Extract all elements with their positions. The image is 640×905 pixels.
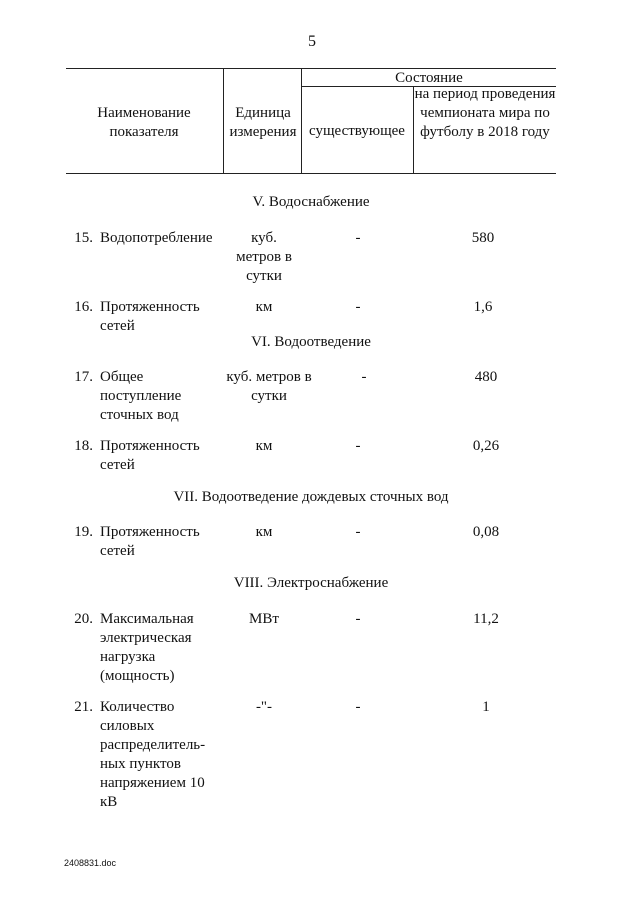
row-existing-value: -: [355, 230, 361, 246]
row-unit: куб. метров в сутки: [236, 230, 292, 284]
section-title: V. Водоснабжение: [252, 194, 370, 210]
row-period-value: 1: [482, 699, 490, 715]
footer-file-name: 2408831.doc: [64, 858, 117, 868]
row-existing-value: -: [355, 524, 361, 540]
row-number: 17.: [74, 369, 93, 385]
page-number: 5: [308, 33, 316, 50]
row-period-value: 0,08: [472, 524, 500, 540]
row-period-value: 11,2: [473, 611, 499, 627]
section-title: VI. Водоотведение: [251, 334, 371, 350]
row-existing-value: -: [355, 299, 361, 315]
row-number: 15.: [74, 230, 93, 246]
header-name-column: Наименование показателя: [97, 105, 191, 140]
row-unit: куб. метров в сутки: [226, 369, 312, 404]
row-period-value: 0,26: [472, 438, 500, 454]
row-indicator-name: Общее поступление сточных вод: [100, 369, 182, 423]
row-number: 19.: [74, 524, 93, 540]
row-indicator-name: Максимальная электрическая нагрузка (мощность): [100, 611, 194, 684]
row-existing-value: -: [355, 611, 361, 627]
table-header-bottom-border: [66, 173, 556, 174]
row-period-value: 1,6: [473, 299, 493, 315]
header-period-column: на период проведения чемпионата мира по футболу в 2018 году: [414, 86, 556, 140]
row-number: 16.: [74, 299, 93, 315]
row-indicator-name: Протяженность сетей: [100, 299, 200, 334]
header-existing-column: существующее: [309, 123, 405, 139]
row-existing-value: -: [355, 438, 361, 454]
header-unit-column: Единица измерения: [229, 105, 297, 140]
row-existing-value: -: [355, 699, 361, 715]
row-unit: км: [255, 299, 273, 315]
row-unit: км: [255, 524, 273, 540]
row-period-value: 480: [474, 369, 498, 385]
row-indicator-name: Водопотребление: [100, 230, 213, 246]
row-unit: км: [255, 438, 273, 454]
row-unit: МВт: [249, 611, 279, 627]
row-number: 20.: [74, 611, 93, 627]
row-unit: -"-: [255, 699, 273, 715]
row-existing-value: -: [361, 369, 367, 385]
row-period-value: 580: [471, 230, 495, 246]
row-indicator-name: Протяженность сетей: [100, 438, 200, 473]
row-indicator-name: Количество силовых распределитель-ных пунктов напряжением 10 кВ: [100, 699, 206, 810]
row-indicator-name: Протяженность сетей: [100, 524, 200, 559]
row-number: 18.: [74, 438, 93, 454]
section-title: VIII. Электроснабжение: [233, 575, 389, 591]
header-state-column: Состояние: [395, 70, 463, 86]
row-number: 21.: [74, 699, 93, 715]
section-title: VII. Водоотведение дождевых сточных вод: [173, 489, 449, 505]
